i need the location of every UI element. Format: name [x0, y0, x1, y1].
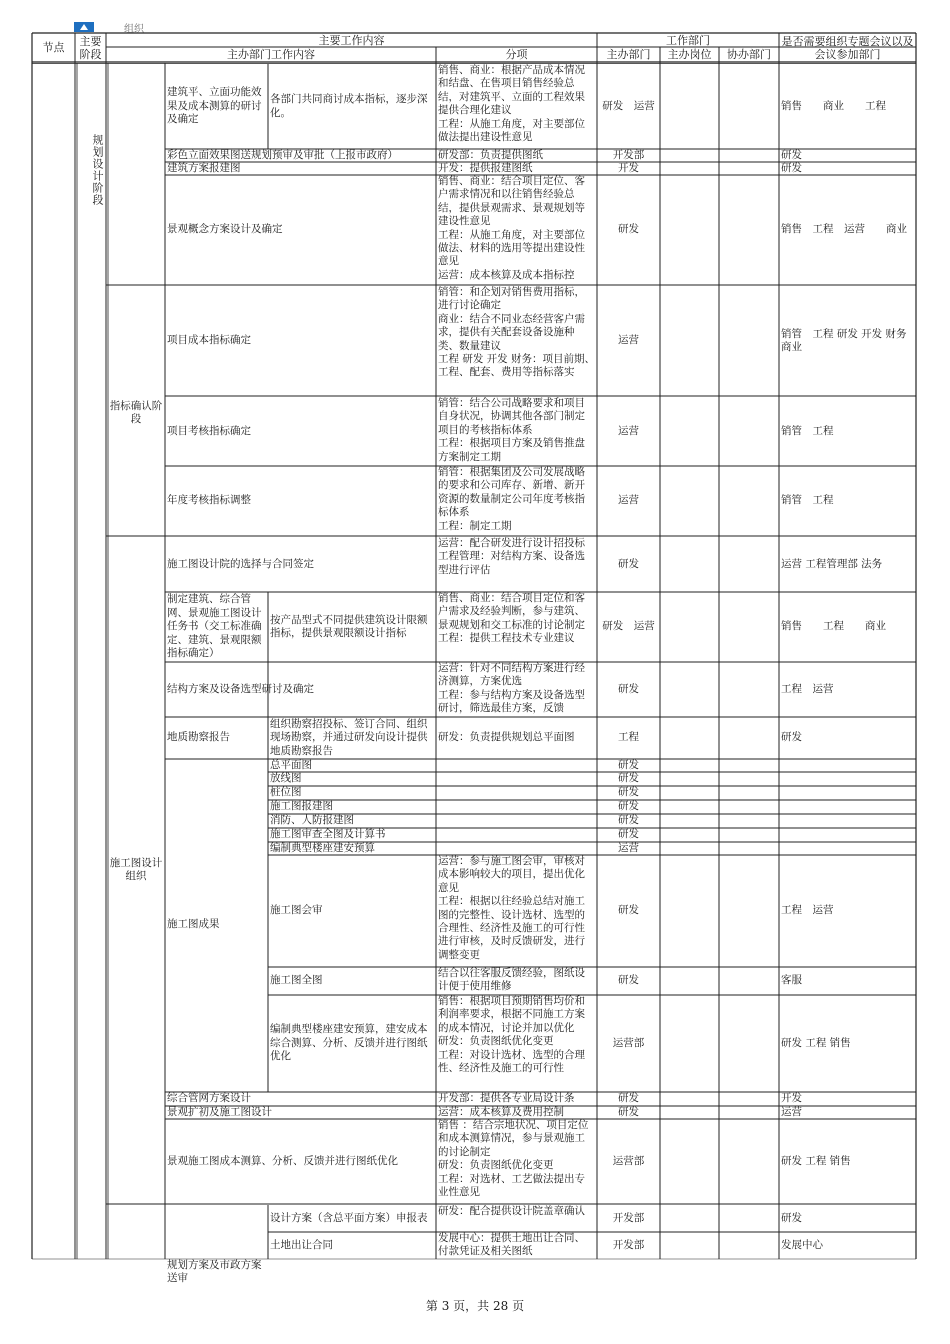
lead-dept-cell: 研发	[618, 828, 639, 841]
task-cell: 地质勘察报告	[167, 731, 230, 744]
sub-item-cell: 开发部：提供各专业局设计条	[438, 1092, 575, 1105]
lead-dept-cell: 开发部	[612, 1238, 645, 1251]
detail-cell: 桩位图	[270, 786, 302, 799]
meeting-cell: 运营 工程管理部 法务	[781, 557, 883, 570]
sub-item-cell: 结合以往客服反馈经验，图纸设计便于使用维修	[438, 967, 585, 993]
lead-dept-cell: 运营	[618, 494, 639, 507]
sub-item-cell: 研发部：负责提供图纸	[438, 149, 543, 161]
task-cell: 景观概念方案设计及确定	[167, 223, 283, 236]
task-cell: 建筑平、立面功能效果及成本测算的研讨及确定	[167, 86, 262, 126]
task-cell: 结构方案及设备选型研讨及确定	[167, 682, 314, 695]
detail-cell: 施工图报建图	[270, 800, 333, 813]
task-cell: 施工图成果	[167, 918, 220, 931]
detail-cell: 施工图审查全图及计算书	[270, 828, 386, 841]
stage-routing: 规划方案及市政方案送审	[167, 1259, 262, 1285]
header-assist-dept: 协办部门	[727, 48, 771, 61]
sub-item-cell: 销售 ：结合宗地状况、项目定位和成本测算情况，参与景观施工的讨论制定 研发：负责图纸优化变更 工程：对选材、工艺做法提出专业性意见	[438, 1119, 589, 1199]
meeting-cell: 销售 工程 运营 商业	[781, 223, 907, 236]
lead-dept-cell: 研发	[618, 1092, 639, 1105]
header-lead-dept: 主办部门	[606, 48, 651, 61]
sub-item-cell: 研发：配合提供设计院盖章确认	[438, 1205, 585, 1217]
task-cell: 制定建筑、综合管网、景观施工图设计任务书（交工标准确定、建筑、景观限额指标确定）	[167, 593, 262, 660]
meeting-cell: 运营	[781, 1106, 802, 1118]
lead-dept-cell: 工程	[618, 731, 639, 744]
lead-dept-cell: 研发	[618, 557, 639, 570]
task-cell: 项目成本指标确定	[167, 334, 251, 347]
lead-dept-cell: 研发	[618, 904, 639, 917]
lead-dept-cell: 运营部	[612, 1036, 645, 1049]
lead-dept-cell: 研发	[618, 682, 639, 695]
task-cell: 建筑方案报建图	[167, 162, 241, 174]
meeting-cell: 研发 工程 销售	[781, 1036, 851, 1049]
task-cell: 施工图设计院的选择与合同签定	[167, 557, 314, 570]
meeting-cell: 客服	[781, 974, 802, 987]
lead-dept-cell: 研发	[618, 800, 639, 813]
detail-cell: 总平面图	[270, 759, 312, 771]
lead-dept-cell: 研发 运营	[602, 620, 655, 633]
lead-dept-cell: 运营	[618, 424, 639, 437]
detail-cell: 各部门共同商讨成本指标，逐步深化。	[270, 93, 428, 119]
lead-dept-cell: 研发	[618, 814, 639, 827]
sub-item-cell: 开发：提供报建图纸	[438, 162, 533, 174]
page-footer: 第 3 页，共 28 页	[425, 1299, 525, 1313]
lead-dept-cell: 研发	[618, 759, 639, 771]
stage-construction-drawing: 施工图设计组织	[109, 856, 163, 882]
lead-dept-cell: 研发	[618, 223, 639, 236]
lead-dept-cell: 研发 运营	[602, 99, 655, 112]
detail-cell: 编制典型楼座建安预算	[270, 842, 375, 854]
detail-cell: 施工图会审	[270, 904, 323, 917]
sub-item-cell: 销售、商业：结合项目定位和客户需求及经验判断，参与建筑、景观规划和交工标准的讨论制定 工程：提供工程技术专业建议	[438, 592, 585, 645]
meeting-cell: 开发	[781, 1092, 802, 1105]
detail-cell: 施工图全图	[270, 974, 323, 987]
meeting-cell: 销售 商业 工程	[781, 99, 886, 112]
meeting-cell: 发展中心	[781, 1238, 823, 1251]
header-sub-items: 分项	[505, 48, 528, 61]
header-lead-content: 主办部门工作内容	[227, 48, 315, 61]
task-cell: 综合管网方案设计	[167, 1092, 251, 1105]
lead-dept-cell: 开发部	[612, 1211, 645, 1224]
task-cell: 景观施工图成本测算、分析、反馈并进行图纸优化	[167, 1154, 398, 1167]
meeting-cell: 销管 工程 研发 开发 财务 商业	[781, 327, 907, 353]
sub-item-cell: 销管：根据集团及公司发展战略的要求和公司库存、新增、新开资源的数量制定公司年度考核指标体系 工程：制定工期	[438, 466, 585, 532]
meeting-cell: 销管 工程	[781, 424, 834, 437]
meeting-cell: 研发 工程 销售	[781, 1154, 851, 1167]
meeting-cell: 研发	[781, 731, 802, 744]
lead-dept-cell: 开发部	[612, 149, 645, 161]
header-lead-post: 主办岗位	[667, 48, 712, 61]
lead-dept-cell: 运营	[618, 842, 639, 854]
lead-dept-cell: 开发	[618, 162, 639, 174]
stage-planning: 规划设计阶段	[91, 134, 104, 206]
stage-indicator: 指标确认阶段	[109, 399, 163, 425]
lead-dept-cell: 研发	[618, 1106, 639, 1118]
lead-dept-cell: 运营	[618, 334, 639, 347]
header-node: 节点	[42, 41, 65, 54]
sub-item-cell: 销管：和企划对销售费用指标，进行讨论确定 商业：结合不同业态经营客户需求，提供有关配套设备设施种类、数量建议 工程 研发 开发 财务：项目前期、工程、配套、费用等指标落实	[438, 286, 596, 379]
meeting-cell: 工程 运营	[781, 682, 834, 695]
meeting-cell: 销管 工程	[781, 494, 834, 507]
sub-item-cell: 销管：结合公司战略要求和项目自身状况，协调其他各部门制定项目的考核指标体系 工程：根据项目方案及销售推盘方案制定工期	[438, 397, 585, 463]
header-work-dept: 工作部门	[666, 33, 710, 47]
header-main-work: 主要工作内容	[318, 33, 385, 47]
meeting-cell: 研发	[781, 149, 802, 161]
sub-item-cell: 运营：成本核算及费用控制	[438, 1106, 564, 1118]
sub-item-cell: 研发：负责提供规划总平面图	[438, 731, 575, 744]
lead-dept-cell: 研发	[618, 772, 639, 785]
lead-dept-cell: 研发	[618, 786, 639, 799]
meeting-cell: 工程 运营	[781, 904, 834, 917]
detail-cell: 组织勘察招投标、签订合同、组织现场勘察，并通过研发向设计提供地质勘察报告	[270, 717, 428, 757]
page-fragment-text: 组织	[124, 24, 144, 35]
detail-cell: 设计方案（含总平面方案）申报表	[270, 1211, 428, 1224]
task-cell: 景观扩初及施工图设计	[167, 1106, 272, 1118]
sub-item-cell: 运营：针对不同结构方案进行经济测算，方案优选 工程：参与结构方案及设备选型研讨，筛选最佳方案，反馈	[438, 662, 585, 715]
sub-item-cell: 销售：根据项目预期销售均价和利润率要求，根据不同施工方案的成本情况，讨论并加以优化 研发：负责图纸优化变更 工程：对设计选材、选型的合理性、经济性及施工的可行性	[438, 995, 585, 1075]
detail-cell: 土地出让合同	[270, 1238, 333, 1251]
sub-item-cell: 运营：参与施工图会审，审核对成本影响较大的项目，提出优化意见 工程：根据以往经验总结对施工图的完整性、设计选材、选型的合理性、经济性及施工的可行性进行审核，及时反馈研发，进行调整变更	[438, 855, 585, 961]
sub-item-cell: 销售、商业：根据产品成本情况和结盘、在售项目销售经验总结，对建筑平、立面的工程效果提供合理化建议 工程：从施工角度，对主要部位做法提出建设性意见	[438, 64, 585, 144]
task-cell: 彩色立面效果图送规划预审及审批（上报市政府）	[167, 149, 398, 161]
sub-item-cell: 销售、商业：结合项目定位、客户需求情况和以往销售经验总结，提供景观需求、景观规划等建设性意见 工程：从施工角度，对主要部位做法、材料的选用等提出建设性意见 运营：成本核算及成本指标控	[438, 175, 585, 281]
lead-dept-cell: 运营部	[612, 1154, 645, 1167]
meeting-cell: 销售 工程 商业	[781, 620, 886, 633]
header-main-stage: 主要 阶段	[79, 34, 102, 61]
sub-item-cell: 发展中心：提供土地出让合同、付款凭证及相关图纸	[438, 1232, 585, 1258]
detail-cell: 放线图	[270, 772, 302, 785]
header-meeting: 是否需要组织专题会议以及会议参加部门	[781, 34, 914, 61]
detail-cell: 按产品型式不同提供建筑设计限额指标，提供景观限额设计指标	[270, 613, 428, 639]
meeting-cell: 研发	[781, 162, 802, 174]
task-cell: 项目考核指标确定	[167, 424, 251, 437]
sub-item-cell: 运营：配合研发进行设计招投标 工程管理：对结构方案、设备选型进行评估	[438, 537, 585, 576]
detail-cell: 消防、人防报建图	[270, 814, 354, 827]
detail-cell: 编制典型楼座建安预算，建安成本综合测算、分析、反馈并进行图纸优化	[270, 1023, 428, 1063]
meeting-cell: 研发	[781, 1211, 802, 1224]
lead-dept-cell: 研发	[618, 974, 639, 987]
task-cell: 年度考核指标调整	[167, 494, 251, 507]
